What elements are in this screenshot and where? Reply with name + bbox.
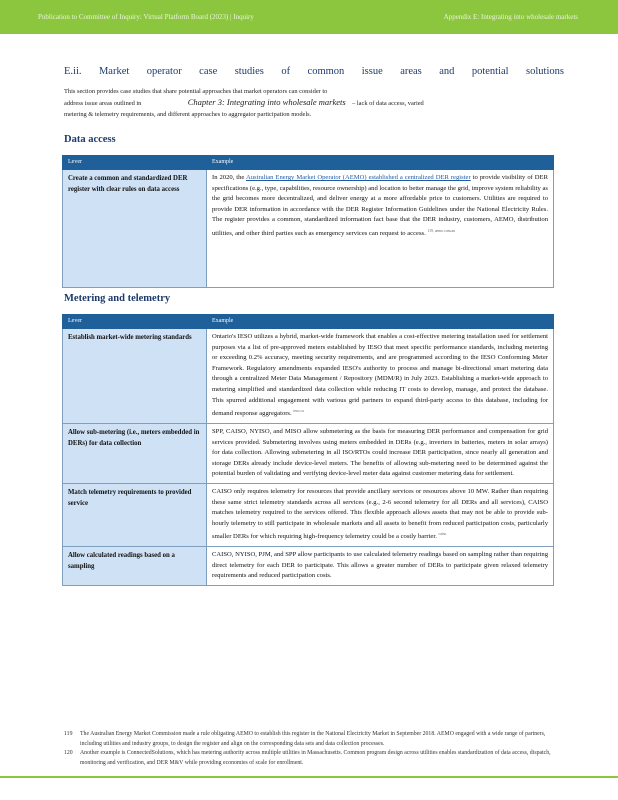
page-footer-rule <box>0 776 618 800</box>
intro-line: This section provides case studies that share potential approaches that market operators can consider to <box>64 88 328 95</box>
example-cell <box>207 547 554 586</box>
table-header-row <box>63 156 554 170</box>
footnote-number: 119 <box>64 731 73 737</box>
lever-cell: Allow sub-metering (i.e., meters embedded in DERs) for data collection <box>63 423 207 483</box>
header-right-text: Appendix E: Integrating into wholesale markets <box>443 13 578 21</box>
footnote-ref[interactable]: 119, aemo.com.au <box>427 228 456 233</box>
example-text: CAISO only requires telemetry for resources that provide ancillary services or resources above 10 MW. Rather than requiring these same strict telemetry standards across all services (e.g., 2-6 second telemetry for all DERs and all services), CAISO matches telemetry required to the services offered. This flexible approach allows assets that may not be able to provide sub-hourly telemetry to still participate in wholesale markets and all assets to benefit from reduced participation costs, particularly smaller DERs for which requiring high-frequency telemetry could be a costly barrier. <box>212 487 548 541</box>
section-title-word: operator <box>146 66 182 77</box>
data-access-table <box>62 155 554 288</box>
data-access-heading: Data access <box>64 134 116 145</box>
example-column-header: Example <box>207 315 554 329</box>
lever-cell: Allow calculated readings based on a sampling <box>63 547 207 586</box>
lever-cell: Create a common and standardized DER register with clear rules on data access <box>63 170 207 288</box>
table-row <box>63 423 554 483</box>
section-title-word: areas <box>400 66 422 77</box>
section-title <box>64 66 564 77</box>
intro-line <box>64 97 560 109</box>
lever-cell: Establish market-wide metering standards <box>63 329 207 424</box>
example-cell <box>207 483 554 546</box>
lever-column-header: Lever <box>63 156 207 170</box>
footnote-ref[interactable]: caiso <box>438 532 447 537</box>
chapter-reference-link[interactable]: Chapter 3: Integrating into wholesale markets <box>187 97 346 107</box>
footnote-number: 120 <box>64 750 73 757</box>
lever-column-header: Lever <box>63 315 207 329</box>
table-row <box>63 329 554 424</box>
example-text: In 2020, the <box>212 174 245 181</box>
intro-text: – lack of data access, varied <box>352 100 424 107</box>
table-row <box>63 547 554 586</box>
example-text: Ontario's IESO utilizes a hybrid, market-wide framework that enables a cost-effective metering installation used for settlement purposes via a list of pre-approved meters established by IESO that meet specific performance standards, including metering or exceeding 0.2% accuracy, meeting security requirements, and are programmed according to the IESO Conforming Meter Framework. Regulatory amendments expanded IESO's authority to process and manage bi-directional smart metering data through a centralized Meter Data Management / Repository (MDM/R) in July 2023. Establishing a market-wide approach to metering simplified and standardized data collection while reducing IT costs to develop, manage, and protect the database. This spurred additional engagement with various grid partners to expand third-party access to this database, including for demand response aggregators. <box>212 333 548 418</box>
section-title-word: issue <box>361 66 383 77</box>
example-text: CAISO, NYISO, PJM, and SPP allow participants to use calculated telemetry readings based on sampling rather than requiring direct telemetry for each DER to participate. This allows a greater number of DERs to participate given relaxed telemetry requirements and reduced participation costs. <box>212 551 548 580</box>
section-title-word: studies <box>234 66 264 77</box>
example-cell <box>207 423 554 483</box>
example-column-header: Example <box>207 156 554 170</box>
example-cell <box>207 329 554 424</box>
section-intro <box>64 86 560 120</box>
metering-table <box>62 314 554 586</box>
section-title-word: E.ii. <box>64 66 82 77</box>
example-text: SPP, CAISO, NYISO, and MISO allow submetering as the basis for measuring DER performance and compensation for grid services provided. Submetering involves using meters embedded in DERs (e.g., inverters in batteries, meters in solar arrays) for data collection. Allowing submetering in all ISO/RTOs could increase DER participation, since nearly all generation and storage DERs already include device-level meters. The benefits of allowing sub-metering need to be determined against the potential burden of validating and verifying device-level meter data against customer metering data for settlement. <box>212 427 548 478</box>
section-title-word: case <box>199 66 218 77</box>
aemo-der-register-link[interactable]: Australian Energy Market Operator (AEMO) established a centralized DER register <box>245 174 471 181</box>
section-title-word: and <box>439 66 455 77</box>
footnote-text: Another example is ConnectedSolutions, which has metering authority across multiple utilities in Massachusetts. Common program design across utilities enables standardization of data access, dispatch, monitoring and verification, and DER M&V while providing economies of scale for enrollment. <box>80 750 551 766</box>
table-row <box>63 170 554 288</box>
footnote <box>64 730 562 749</box>
section-title-word: of <box>281 66 291 77</box>
section-title-word: potential <box>471 66 509 77</box>
footnotes <box>64 730 562 768</box>
example-cell <box>207 170 554 288</box>
section-title-word: solutions <box>526 66 564 77</box>
section-title-word: common <box>307 66 345 77</box>
header-bar <box>0 0 618 34</box>
table-header-row <box>63 315 554 329</box>
intro-line: metering & telemetry requirements, and different approaches to aggregator participation models. <box>64 111 312 118</box>
metering-heading: Metering and telemetry <box>64 293 171 304</box>
footnote <box>64 749 562 768</box>
header-left-text: Publication to Committee of Inquiry: Virtual Platform Board (2023) | Inquiry <box>38 13 254 21</box>
section-title-word: Market <box>98 66 130 77</box>
lever-cell: Match telemetry requirements to provided service <box>63 483 207 546</box>
intro-text: address issue areas outlined in <box>64 100 142 107</box>
example-text: to provide visibility of DER specifications (e.g., type, capabilities, resource ownership) and location to better manage the grid, improve system reliability as the grid becomes more decentralized, and deliver energy at a more affordable price to customers. Utilities are required to provide DER information in accordance with the DER Register Information Guidelines under the National Electricity Rules. The register provides a common, standardized information fact base that the DER industry, customers, AEMO, distribution utilities, and other third parties such as emergency services can request to access. <box>212 174 548 238</box>
footnote-ref[interactable]: ieso.ca <box>293 409 304 414</box>
footnote-text: The Australian Energy Market Commission made a rule obligating AEMO to establish this register in the National Electricity Market in September 2018. AEMO engaged with a wide range of partners, including utilities and industry groups, to design the register and align on the corresponding data sets and data collection processes. <box>80 731 546 747</box>
table-row <box>63 483 554 546</box>
